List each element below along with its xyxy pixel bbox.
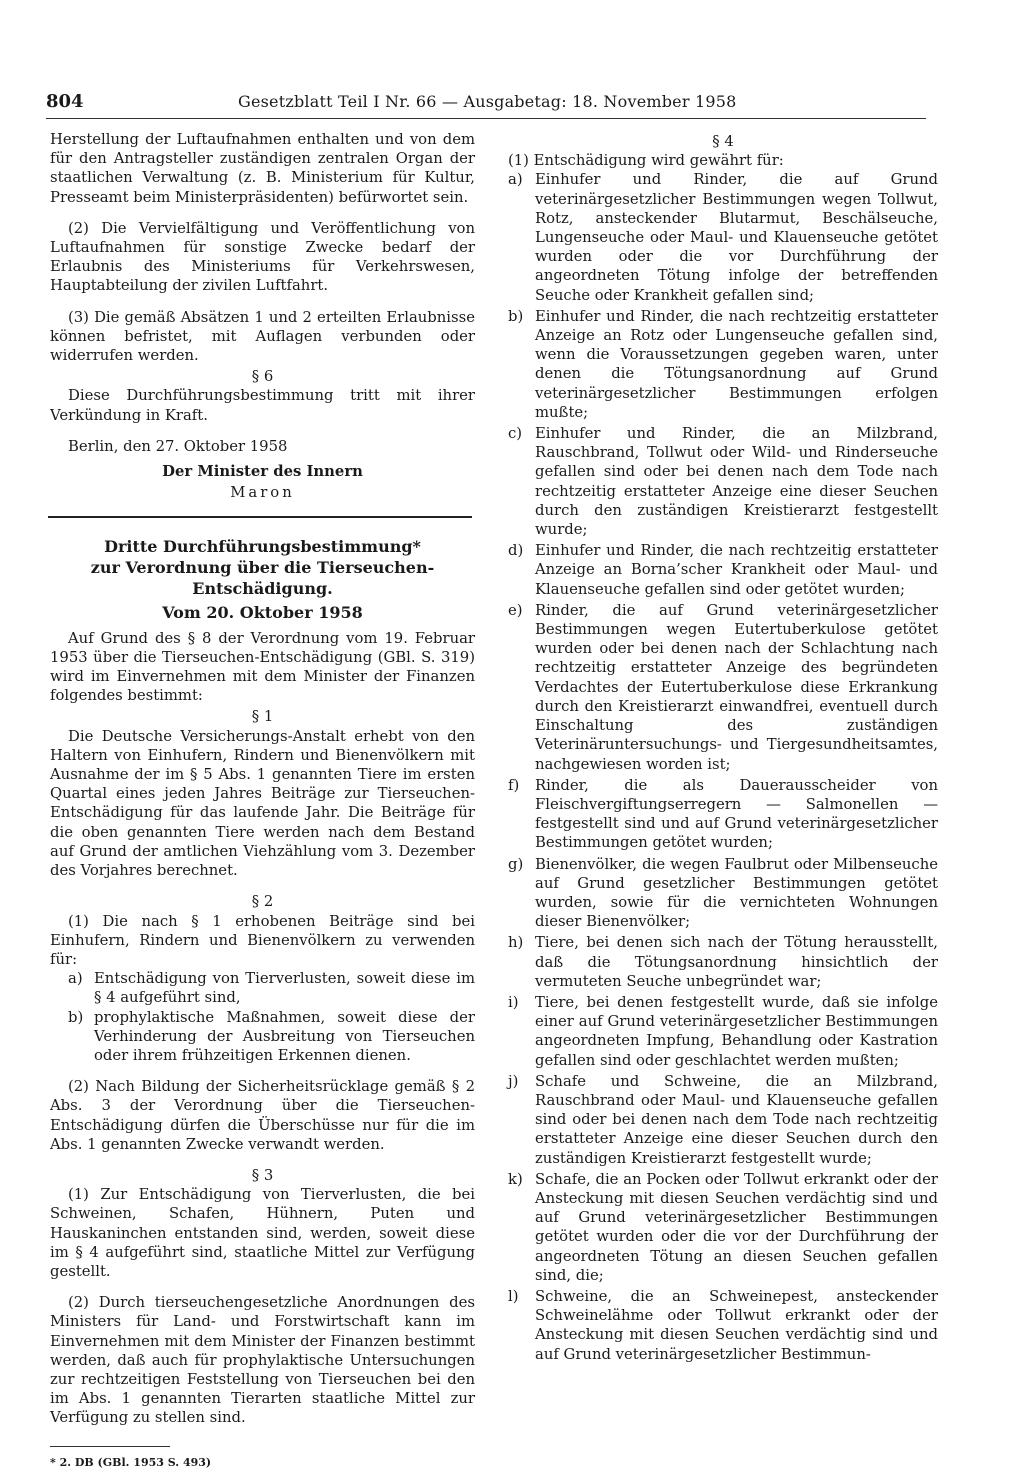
list-item-label: k) [508, 1170, 523, 1188]
list-item-text: Schafe und Schweine, die an Milzbrand, Rauschbrand oder Maul- und Klauenseuche gefallen sind oder bei denen nach dem Tode nach rechtzeitig erstatteter Anzeige eine dieser Seuchen durch den zuständigen Kreistierarzt festgestellt wurde; [535, 1072, 938, 1167]
paragraph: (3) Die gemäß Absätzen 1 und 2 erteilten Erlaubnisse können befristet, mit Auflagen verbunden oder widerrufen werden. [50, 308, 475, 365]
list-item-label: l) [508, 1287, 519, 1305]
list-item-label: i) [508, 993, 519, 1011]
list-item [68, 1008, 475, 1066]
list-item [508, 993, 938, 1070]
section-divider [48, 516, 472, 518]
list-item-label: e) [508, 601, 523, 619]
entitlement-list [508, 170, 938, 1363]
list-item-label: b) [68, 1008, 84, 1026]
signer-title: Der Minister des Innern [162, 463, 363, 481]
document-title-line: zur Verordnung über die Tierseuchen- [90, 558, 435, 578]
list-item-text: Einhufer und Rinder, die nach rechtzeitig erstatteter Anzeige an Borna’scher Krankheit oder Maul- und Klauenseuche gefallen sind oder getötet wurden; [535, 542, 938, 598]
paragraph: (2) Durch tierseuchengesetzliche Anordnungen des Ministers für Land- und Forstwirtschaft kann im Einvernehmen mit dem Minister der Finanzen bestimmt werden, daß auch für prophylaktische Untersuchungen zur rechtzeitigen Feststellung von Tierseuchen bei den im Abs. 1 genannten Tierarten staatliche Mittel zur Verfügung zu stellen sind. [50, 1294, 475, 1427]
header-rule [46, 118, 926, 119]
list-item [508, 855, 938, 932]
list-item-text: Einhufer und Rinder, die auf Grund veterinärgesetzlicher Bestimmungen wegen Tollwut, Rotz, ansteckender Blutarmut, Beschälseuche, Lungenseuche oder Maul- und Klauenseuche getötet wurden oder die vor Durchführung der angeordneten Tötung infolge der betreffenden Seuche oder Krankheit gefallen sind; [535, 171, 938, 304]
list-item-label: a) [68, 970, 83, 988]
list-item [508, 1170, 938, 1285]
paragraph: Diese Durchführungsbestimmung tritt mit ihrer Verkündung in Kraft. [50, 387, 475, 424]
list-item-text: Entschädigung von Tierverlusten, soweit diese im § 4 aufgeführt sind, [94, 970, 475, 1007]
list-item-text: prophylaktische Maßnahmen, soweit diese der Verhinderung der Ausbreitung von Tierseuchen oder ihrem frühzeitigen Erkennen dienen. [94, 1008, 475, 1064]
paragraph: (1) Die nach § 1 erhobenen Beiträge sind bei Einhufern, Rindern und Bienenvölkern zu verwenden für: [50, 912, 475, 968]
document-date: Vom 20. Oktober 1958 [162, 603, 363, 623]
list-item-label: a) [508, 171, 523, 189]
document-title [50, 536, 475, 599]
list-item-text: Schafe, die an Pocken oder Tollwut erkrankt oder der Ansteckung mit diesen Seuchen verdächtig sind und auf Grund veterinärgesetzlicher Bestimmungen getötet wurden oder die vor der Durchführung der angeordneten Tötung an diesen Seuchen gefallen sind, die; [535, 1170, 938, 1284]
document-title-line: Dritte Durchführungsbestimmung* [104, 537, 421, 557]
list-item [508, 541, 938, 599]
paragraph: Die Deutsche Versicherungs-Anstalt erhebt von den Haltern von Einhufern, Rindern und Bienenvölkern mit Ausnahme der im § 5 Abs. 1 genannten Tiere im ersten Quartal eines jeden Jahres Beiträge zur Tierseuchen-Entschädigung für das laufende Jahr. Die Beiträge für die oben genannten Tiere werden nach dem Bestand auf Grund der amtlichen Viehzählung vom 3. Dezember des Vorjahres berechnet. [50, 727, 475, 880]
list-item-label: h) [508, 934, 524, 952]
list-item-label: c) [508, 425, 523, 443]
list-item-text: Einhufer und Rinder, die an Milzbrand, Rauschbrand, Tollwut oder Wild- und Rinderseuche gefallen sind oder bei denen nach dem Tode nach rechtzeitig erstatteter Anzeige eine dieser Seuchen durch den zuständigen Kreistierarzt festgestellt wurde; [535, 425, 938, 539]
left-column [50, 130, 475, 1472]
section-heading: § 3 [251, 1166, 274, 1184]
paragraph: (2) Nach Bildung der Sicherheitsrücklage gemäß § 2 Abs. 3 der Verordnung über die Tierseuchen-Entschädigung dürfen die Überschüsse nur für die im Abs. 1 genannten Zwecke verwandt werden. [50, 1078, 475, 1153]
list-item [508, 1072, 938, 1168]
list-item [508, 307, 938, 422]
list-item-text: Einhufer und Rinder, die nach rechtzeitig erstatteter Anzeige an Rotz oder Lungenseuche gefallen sind, wenn die Voraussetzungen gegeben waren, unter denen die Tötungsanordnung auf Grund veterinärgesetzlicher Bestimmungen erfolgen mußte; [535, 307, 938, 421]
paragraph: (2) Die Vervielfältigung und Veröffentlichung von Luftaufnahmen für sonstige Zwecke bedarf der Erlaubnis des Ministeriums für Verkehrswesen, Hauptabteilung der zivilen Luftfahrt. [50, 219, 475, 295]
signer-name: Maron [230, 484, 295, 502]
list-item-text: Rinder, die auf Grund veterinärgesetzlicher Bestimmungen wegen Eutertuberkulose getötet wurden oder bei denen nach der Schlachtung nach rechtzeitig erstatteter Anzeige des begründeten Verdachtes der Eutertuberkulose diese Erkrankung durch den Kreistierarzt einwandfrei, eventuell durch Einschaltung des zuständigen Veterinäruntersuchungs- und Tiergesundheitsamtes, nachgewiesen worden ist; [535, 601, 938, 773]
list-item [508, 601, 938, 774]
list-item-text: Bienenvölker, die wegen Faulbrut oder Milbenseuche auf Grund gesetzlicher Bestimmungen getötet wurden, sowie für die vernichteten Wohnungen dieser Bienenvölker; [535, 855, 938, 931]
paragraph: Herstellung der Luftaufnahmen enthalten und von dem für den Antragsteller zuständigen zentralen Organ der staatlichen Verwaltung (z. B. Ministerium für Kultur, Presseamt beim Ministerpräsidenten) befürwortet sein. [50, 131, 475, 206]
section-heading: § 4 [712, 133, 734, 150]
list-item [508, 170, 938, 304]
list-item [508, 933, 938, 991]
list-item-text: Schweine, die an Schweinepest, ansteckender Schweinelähme oder Tollwut erkrankt oder der Ansteckung mit diesen Seuchen verdächtig sind und auf Grund veterinärgesetzlicher Bestimmun- [535, 1287, 938, 1363]
list-item [508, 776, 938, 853]
list-item [508, 1287, 938, 1364]
list-item-label: f) [508, 776, 520, 794]
list-item-label: j) [508, 1072, 519, 1090]
list-item-label: b) [508, 307, 524, 325]
paragraph: (1) Zur Entschädigung von Tierverlusten, die bei Schweinen, Schafen, Hühnern, Puten und Hauskaninchen entstanden sind, werden, soweit diese im § 4 aufgeführt sind, staatliche Mittel zur Verfügung gestellt. [50, 1186, 475, 1280]
section-heading: § 2 [251, 893, 274, 911]
footnote-rule [50, 1446, 170, 1447]
section-heading: § 1 [251, 708, 274, 726]
paragraph: Auf Grund des § 8 der Verordnung vom 19. Februar 1953 über die Tierseuchen-Entschädigung (GBl. S. 319) wird im Einvernehmen mit dem Minister der Finanzen folgendes bestimmt: [50, 629, 475, 705]
list-item-text: Tiere, bei denen festgestellt wurde, daß sie infolge einer auf Grund veterinärgesetzlicher Bestimmungen angeordneten Impfung, Behandlung oder Kastration gefallen sind oder geschlachtet werden mußten; [535, 993, 938, 1069]
paragraph: (1) Entschädigung wird gewährt für: [508, 152, 784, 170]
document-title-line: Entschädigung. [192, 579, 333, 599]
page-header [46, 92, 926, 116]
right-column [508, 130, 938, 1364]
section-heading: § 6 [251, 368, 274, 386]
list-item [508, 424, 938, 539]
list-item-label: d) [508, 542, 524, 560]
list-item-text: Rinder, die als Dauerausscheider von Fleischvergiftungserregern — Salmonellen — festgestellt sind und auf Grund veterinärgesetzlicher Bestimmungen getötet wurden; [535, 776, 938, 852]
header-title: Gesetzblatt Teil I Nr. 66 — Ausgabetag: 18. November 1958 [238, 92, 737, 111]
list-item-label: g) [508, 855, 524, 873]
page-number: 804 [46, 91, 84, 112]
list-item-text: Tiere, bei denen sich nach der Tötung herausstellt, daß die Tötungsanordnung hinsichtlich der vermuteten Seuche unbegründet war; [535, 934, 938, 990]
place-date: Berlin, den 27. Oktober 1958 [68, 437, 288, 455]
list-item [68, 969, 475, 1007]
footnote: * 2. DB (GBl. 1953 S. 493) [50, 1455, 212, 1469]
